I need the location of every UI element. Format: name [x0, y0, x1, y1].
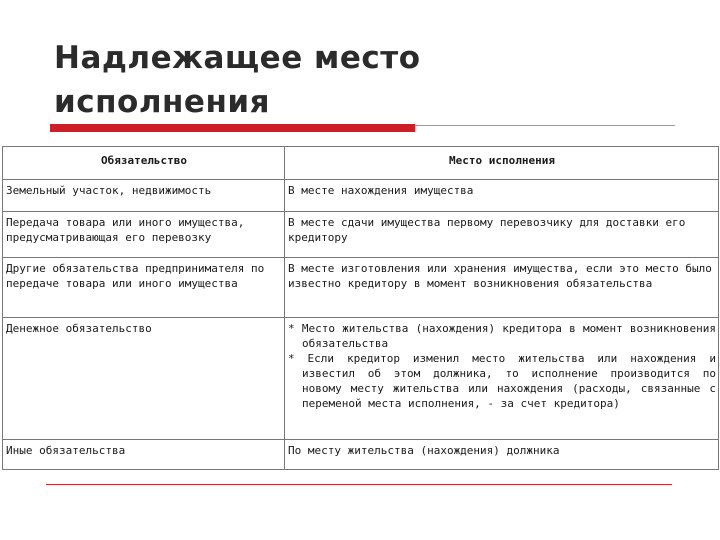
- header-place: Место исполнения: [285, 147, 719, 180]
- header-obligation: Обязательство: [3, 147, 285, 180]
- title-accent-bar: [50, 124, 415, 132]
- table-header-row: [3, 147, 719, 180]
- footer-divider: [46, 484, 672, 485]
- obligation-cell: Иные обязательства: [3, 440, 285, 470]
- page-title: [54, 36, 674, 124]
- table-row: [3, 212, 719, 258]
- table-row: [3, 258, 719, 318]
- place-cell: В месте изготовления или хранения имущества, если это место было известно кредитору в момент возникновения обязательства: [285, 258, 719, 318]
- obligations-table: [2, 146, 719, 470]
- obligation-cell: Земельный участок, недвижимость: [3, 180, 285, 212]
- place-cell: В месте нахождения имущества: [285, 180, 719, 212]
- place-item: * Если кредитор изменил место жительства или нахождения и известил об этом должника, то исполнение производится по новому месту жительства или нахождения (расходы, связанные с переменой места исполнения, - за счет кредитора): [288, 352, 716, 410]
- table-row: [3, 440, 719, 470]
- place-item: * Место жительства (нахождения) кредитора в момент возникновения обязательства: [288, 322, 716, 350]
- place-cell: По месту жительства (нахождения) должника: [285, 440, 719, 470]
- place-cell: [285, 318, 719, 440]
- title-line-1: Надлежащее место: [54, 40, 421, 76]
- table-row: [3, 318, 719, 440]
- obligation-cell: Другие обязательства предпринимателя по передаче товара или иного имущества: [3, 258, 285, 318]
- obligation-cell: Передача товара или иного имущества, предусматривающая его перевозку: [3, 212, 285, 258]
- title-accent-line: [415, 125, 675, 126]
- obligation-cell: Денежное обязательство: [3, 318, 285, 440]
- table-row: [3, 180, 719, 212]
- place-cell: В месте сдачи имущества первому перевозчику для доставки его кредитору: [285, 212, 719, 258]
- title-line-2: исполнения: [54, 84, 271, 120]
